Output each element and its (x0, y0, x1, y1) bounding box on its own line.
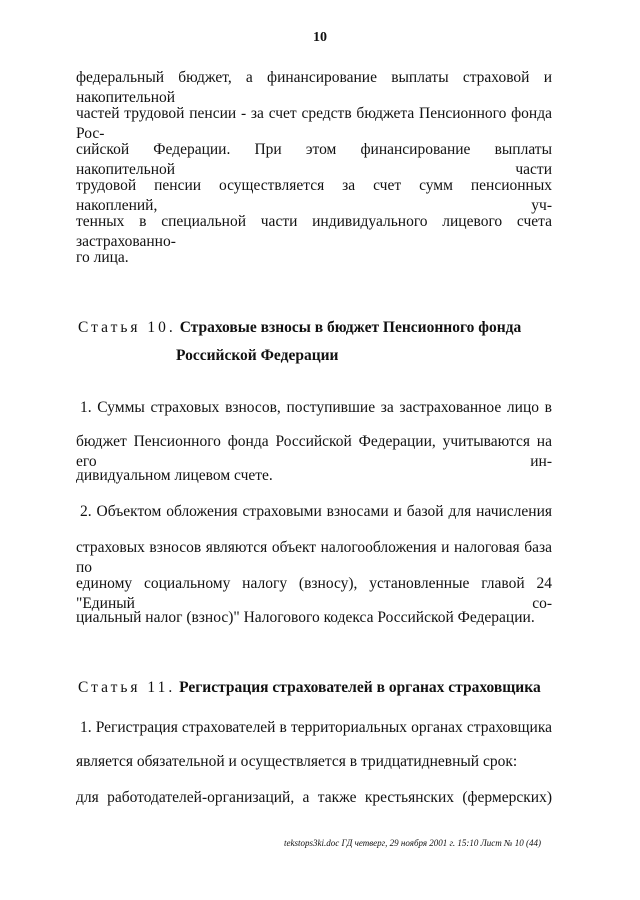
article-10-p2-line-1: 2. Объектом обложения страховыми взносами и базой для начисления (80, 503, 552, 520)
article-10-p2-line-2: страховых взносов являются объект налогообложения и налоговая база по (76, 539, 552, 576)
article-11-p1-line-1: 1. Регистрация страхователей в территориальных органах страховщика (80, 719, 552, 736)
article-10-p1-line-3: дивидуальном лицевом счете. (76, 467, 273, 484)
article-11-p1-line-2: является обязательной и осуществляется в тридцатидневный срок: (76, 753, 518, 770)
intro-line-1: федеральный бюджет, а финансирование выплаты страховой и накопительной (76, 69, 552, 106)
intro-line-3: сийской Федерации. При этом финансирование выплаты накопительной части (76, 141, 552, 178)
article-11-heading (78, 678, 541, 698)
page-number: 10 (313, 30, 327, 45)
article-10-p2-line-4: циальный налог (взнос)" Налогового кодекса Российской Федерации. (76, 609, 535, 626)
article-10-title-line-1: Страховые взносы в бюджет Пенсионного фонда (179, 319, 522, 336)
page-footer: tekstops3ki.doc ГД четверг, 29 ноября 2001 г. 15:10 Лист № 10 (44) (284, 838, 541, 848)
intro-line-6: го лица. (76, 249, 129, 266)
article-11-title: Регистрация страхователей в органах страховщика (179, 679, 541, 696)
intro-line-4: трудовой пенсии осуществляется за счет сумм пенсионных накоплений, уч- (76, 177, 552, 214)
intro-line-2: частей трудовой пенсии - за счет средств бюджета Пенсионного фонда Рос- (76, 105, 552, 142)
article-11-label: Статья 11. (78, 679, 176, 696)
article-10-label: Статья 10. (78, 319, 176, 336)
article-10-heading (78, 318, 521, 338)
intro-line-5: тенных в специальной части индивидуального лицевого счета застрахованно- (76, 213, 552, 250)
article-10-p1-line-1: 1. Суммы страховых взносов, поступившие за застрахованное лицо в (80, 399, 552, 416)
article-10-p1-line-2: бюджет Пенсионного фонда Российской Федерации, учитываются на его ин- (76, 433, 552, 470)
article-10-p2-line-3: единому социальному налогу (взносу), установленные главой 24 "Единый со- (76, 575, 552, 612)
article-10-title-line-2: Российской Федерации (176, 347, 339, 364)
article-11-p1-line-3: для работодателей-организаций, а также крестьянских (фермерских) (76, 789, 552, 806)
